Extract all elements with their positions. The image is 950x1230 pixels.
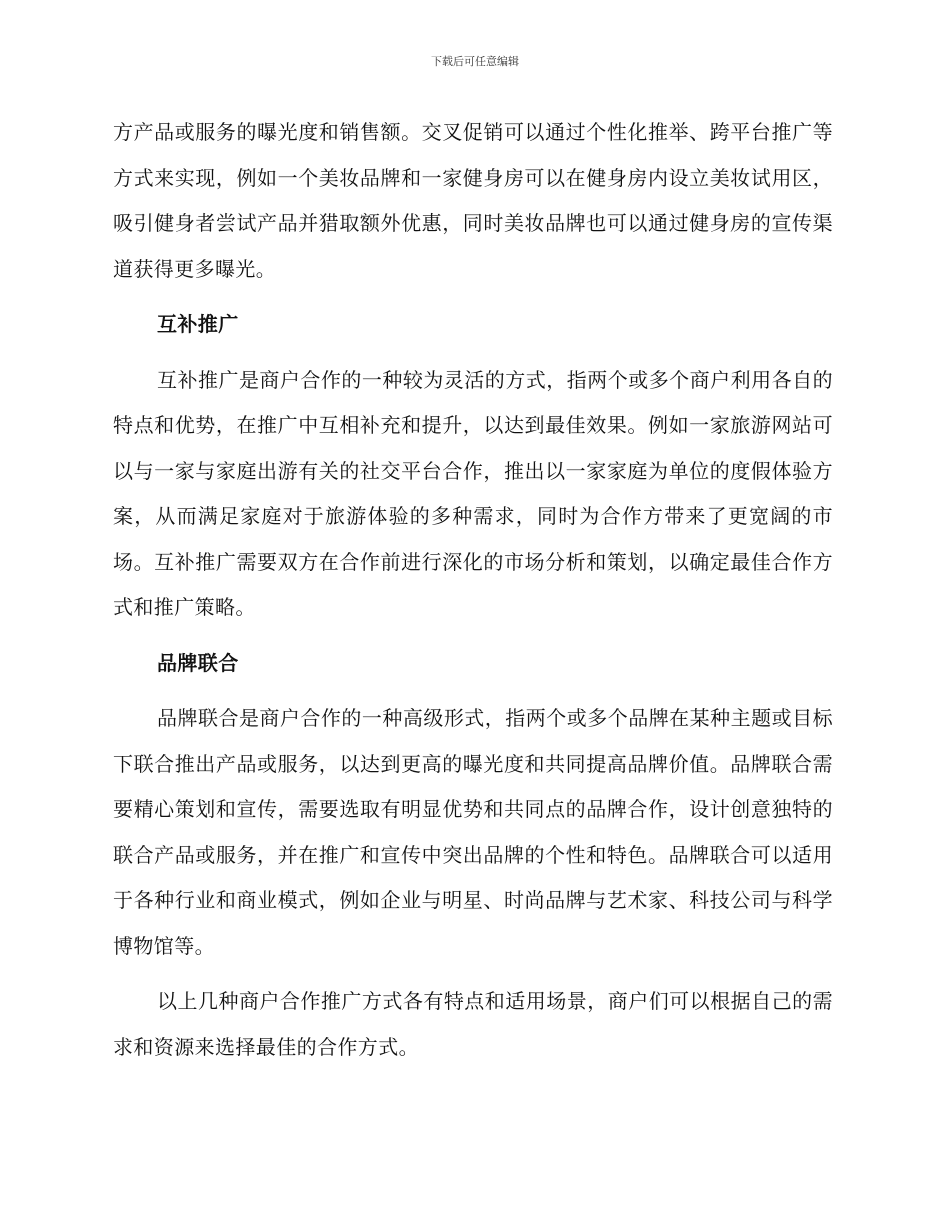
- section-heading-complementary: 互补推广: [157, 312, 239, 336]
- spacer: [113, 348, 833, 358]
- brand-alliance-paragraph: 品牌联合是商户合作的一种高级形式，指两个或多个品牌在某种主题或目标下联合推出产品或服务，以达到更高的曝光度和共同提高品牌价值。品牌联合需要精心策划和宣传，需要选取有明显优势和共同点的品牌合作，设计创意独特的联合产品或服务，并在推广和宣传中突出品牌的个性和特色。品牌联合可以适用于各种行业和商业模式，例如企业与明星、时尚品牌与艺术家、科技公司与科学博物馆等。: [113, 706, 833, 958]
- section-heading-brand-alliance: 品牌联合: [157, 650, 239, 675]
- conclusion-paragraph: 以上几种商户合作推广方式各有特点和适用场景，商户们可以根据自己的需求和资源来选择最佳的合作方式。: [113, 989, 833, 1059]
- spacer: [113, 292, 833, 302]
- spacer: [113, 686, 833, 696]
- complementary-paragraph: 互补推广是商户合作的一种较为灵活的方式，指两个或多个商户利用各自的特点和优势，在推广中互相补充和提升，以达到最佳效果。例如一家旅游网站可以与一家与家庭出游有关的社交平台合作，推出以一家家庭为单位的度假体验方案，从而满足家庭对于旅游体验的多种需求，同时为合作方带来了更宽阔的市场。互补推广需要双方在合作前进行深化的市场分析和策划，以确定最佳合作方式和推广策略。: [113, 367, 833, 619]
- intro-continuation-paragraph: 方产品或服务的曝光度和销售额。交叉促销可以通过个性化推举、跨平台推广等方式来实现，例如一个美妆品牌和一家健身房可以在健身房内设立美妆试用区，吸引健身者尝试产品并猎取额外优惠，同时美妆品牌也可以通过健身房的宣传渠道获得更多曝光。: [113, 120, 833, 281]
- spacer: [113, 969, 833, 979]
- page-header: 下载后可任意编辑: [431, 55, 519, 68]
- document-body: [113, 110, 833, 1070]
- spacer: [113, 631, 833, 641]
